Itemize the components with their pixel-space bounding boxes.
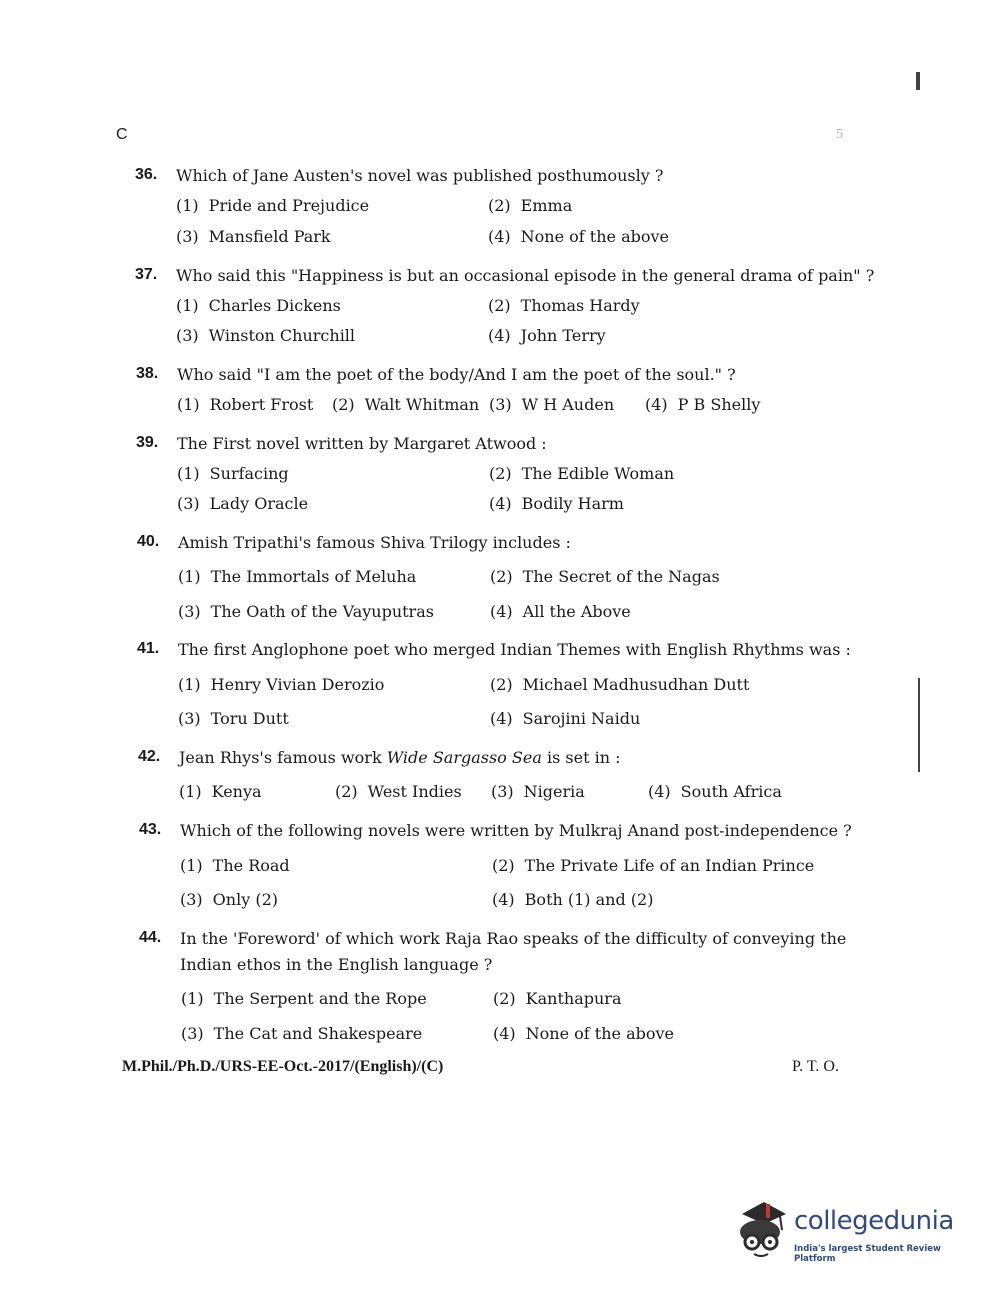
option-3: (3) Winston Churchill: [176, 326, 356, 345]
option-2: (2) West Indies: [335, 782, 462, 801]
option-1: (1) The Road: [180, 856, 290, 875]
option-4: (4) All the Above: [490, 602, 631, 621]
question-text: The first Anglophone poet who merged Indian Themes with English Rhythms was :: [178, 640, 851, 659]
question-text-line-1: In the 'Foreword' of which work Raja Rao speaks of the difficulty of conveying the: [180, 929, 847, 948]
question-number: 44.: [139, 929, 162, 946]
option-4: (4) P B Shelly: [645, 395, 761, 414]
option-2: (2) Walt Whitman: [332, 395, 480, 414]
option-3: (3) Toru Dutt: [178, 709, 289, 728]
option-4: (4) Bodily Harm: [489, 494, 624, 513]
option-1: (1) Kenya: [179, 782, 262, 801]
option-2: (2) Kanthapura: [493, 989, 622, 1008]
option-3: (3) The Oath of the Vayuputras: [178, 602, 434, 621]
collegedunia-logo: [734, 1196, 964, 1266]
option-1: (1) Surfacing: [177, 464, 289, 483]
question-text: Which of the following novels were written by Mulkraj Anand post-independence ?: [180, 821, 852, 840]
question-text: Jean Rhys's famous work Wide Sargasso Sea is set in :: [179, 748, 621, 767]
scan-mark-top: [916, 72, 920, 90]
option-2: (2) The Edible Woman: [489, 464, 675, 483]
question-number: 41.: [137, 640, 160, 657]
option-2: (2) The Secret of the Nagas: [490, 567, 720, 586]
question-number: 39.: [136, 434, 159, 451]
option-1: (1) The Immortals of Meluha: [178, 567, 417, 586]
option-3: (3) Lady Oracle: [177, 494, 309, 513]
option-4: (4) Both (1) and (2): [492, 890, 654, 909]
option-3: (3) The Cat and Shakespeare: [181, 1024, 423, 1043]
question-text: The First novel written by Margaret Atwood :: [177, 434, 547, 453]
option-2: (2) Michael Madhusudhan Dutt: [490, 675, 750, 694]
pto-label: P. T. O.: [792, 1058, 839, 1075]
option-4: (4) Sarojini Naidu: [490, 709, 641, 728]
question-number: 38.: [136, 365, 159, 382]
question-number: 37.: [135, 266, 158, 283]
option-2: (2) Emma: [488, 196, 573, 215]
brand-tagline: India's largest Student Review Platform: [794, 1244, 941, 1264]
option-1: (1) Charles Dickens: [176, 296, 341, 315]
option-1: (1) The Serpent and the Rope: [181, 989, 427, 1008]
mascot-icon: [734, 1196, 792, 1262]
page-number: 5: [836, 127, 843, 142]
question-text: Amish Tripathi's famous Shiva Trilogy includes :: [178, 533, 571, 552]
option-3: (3) W H Auden: [489, 395, 615, 414]
option-4: (4) None of the above: [493, 1024, 675, 1043]
option-2: (2) Thomas Hardy: [488, 296, 640, 315]
option-4: (4) John Terry: [488, 326, 606, 345]
option-1: (1) Henry Vivian Derozio: [178, 675, 385, 694]
question-text: Who said "I am the poet of the body/And I am the poet of the soul." ?: [177, 365, 736, 384]
option-4: (4) South Africa: [648, 782, 782, 801]
exam-code: M.Phil./Ph.D./URS-EE-Oct.-2017/(English)/(C): [122, 1058, 444, 1075]
brand-name: collegedunia: [794, 1206, 954, 1236]
question-text: Which of Jane Austen's novel was published posthumously ?: [176, 166, 664, 185]
question-number: 36.: [135, 166, 158, 183]
option-4: (4) None of the above: [488, 227, 670, 246]
question-number: 40.: [137, 533, 160, 550]
question-text-line-2: Indian ethos in the English language ?: [180, 955, 493, 974]
option-3: (3) Mansfield Park: [176, 227, 331, 246]
question-number: 43.: [139, 821, 162, 838]
option-1: (1) Pride and Prejudice: [176, 196, 370, 215]
option-2: (2) The Private Life of an Indian Prince: [492, 856, 815, 875]
option-1: (1) Robert Frost: [177, 395, 314, 414]
question-series: C: [116, 126, 128, 143]
option-3: (3) Only (2): [180, 890, 278, 909]
question-number: 42.: [138, 748, 161, 765]
question-text: Who said this "Happiness is but an occasional episode in the general drama of pain" ?: [176, 266, 875, 285]
option-3: (3) Nigeria: [491, 782, 585, 801]
scan-mark-right: [918, 678, 920, 772]
